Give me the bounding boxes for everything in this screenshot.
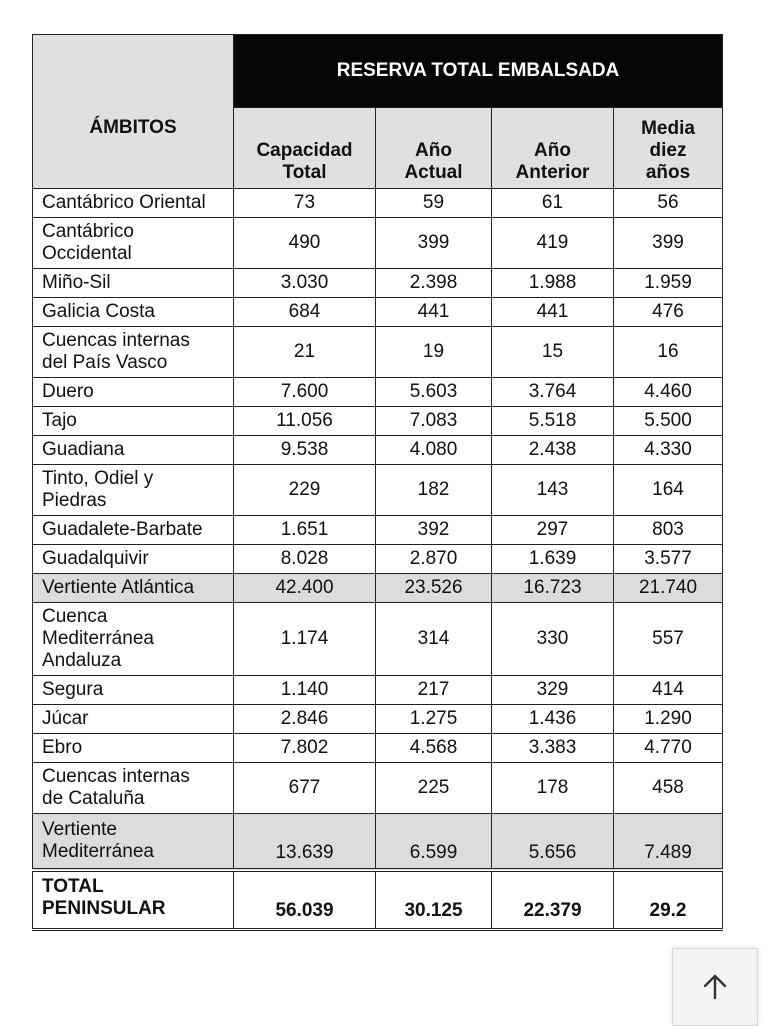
value-cell: 29.2 [614, 870, 723, 930]
text-line: Media [641, 118, 695, 139]
value-cell: 4.460 [614, 378, 723, 407]
text-line: Cuencas internas [42, 766, 190, 787]
value-cell: 143 [492, 465, 614, 516]
text-line: Andaluza [42, 650, 122, 671]
value-cell: 1.290 [614, 705, 723, 734]
ambito-name [33, 298, 234, 327]
value-cell: 7.802 [234, 734, 376, 763]
text-line: Guadiana [42, 439, 125, 460]
value-cell: 476 [614, 298, 723, 327]
value-cell: 217 [376, 676, 492, 705]
text-line: años [645, 162, 691, 183]
text-line: Segura [42, 679, 104, 700]
value-cell: 399 [376, 218, 492, 269]
header-ano-anterior [492, 108, 614, 189]
text-line: Tinto, Odiel y [42, 468, 154, 489]
value-cell: 314 [376, 603, 492, 676]
ambito-name [33, 189, 234, 218]
ambito-name [33, 218, 234, 269]
text-line: Guadalquivir [42, 548, 149, 569]
header-capacidad-total [234, 108, 376, 189]
table-row [33, 465, 723, 516]
value-cell: 2.398 [376, 269, 492, 298]
value-cell: 4.770 [614, 734, 723, 763]
table-row [33, 516, 723, 545]
header-ano-actual [376, 108, 492, 189]
table-row [33, 545, 723, 574]
value-cell: 21 [234, 327, 376, 378]
value-cell: 15 [492, 327, 614, 378]
ambito-name [33, 705, 234, 734]
reservoir-table [32, 34, 723, 931]
value-cell: 8.028 [234, 545, 376, 574]
text-line: Júcar [42, 708, 89, 729]
table-row [33, 218, 723, 269]
value-cell: 21.740 [614, 574, 723, 603]
ambito-name [33, 516, 234, 545]
text-line: Año [534, 140, 571, 161]
table-row [33, 407, 723, 436]
value-cell: 677 [234, 763, 376, 814]
total-row [33, 870, 723, 930]
text-line: TOTAL [42, 876, 104, 897]
value-cell: 5.603 [376, 378, 492, 407]
ambito-name [33, 545, 234, 574]
table-row [33, 436, 723, 465]
text-line: Occidental [42, 243, 132, 264]
text-line: Año [415, 140, 452, 161]
value-cell: 61 [492, 189, 614, 218]
table-row [33, 734, 723, 763]
value-cell: 164 [614, 465, 723, 516]
value-cell: 19 [376, 327, 492, 378]
value-cell: 56 [614, 189, 723, 218]
value-cell: 330 [492, 603, 614, 676]
text-line: Cuenca [42, 606, 108, 627]
value-cell: 229 [234, 465, 376, 516]
value-cell: 458 [614, 763, 723, 814]
scroll-to-top-button[interactable] [672, 948, 758, 1026]
value-cell: 42.400 [234, 574, 376, 603]
table-row [33, 603, 723, 676]
text-line: de Cataluña [42, 788, 145, 809]
text-line: Cantábrico [42, 221, 134, 242]
value-cell: 30.125 [376, 870, 492, 930]
ambito-name [33, 465, 234, 516]
value-cell: 4.080 [376, 436, 492, 465]
header-ambitos: ÁMBITOS [33, 35, 234, 189]
text-line: Piedras [42, 490, 107, 511]
text-line: Vertiente [42, 819, 117, 840]
ambito-name [33, 378, 234, 407]
value-cell: 803 [614, 516, 723, 545]
ambito-name [33, 436, 234, 465]
value-cell: 7.600 [234, 378, 376, 407]
text-line: Anterior [515, 162, 590, 183]
ambito-name [33, 327, 234, 378]
value-cell: 297 [492, 516, 614, 545]
value-cell: 16.723 [492, 574, 614, 603]
value-cell: 4.568 [376, 734, 492, 763]
text-line: Galicia Costa [42, 301, 155, 322]
table-row [33, 269, 723, 298]
text-line: Actual [404, 162, 463, 183]
value-cell: 73 [234, 189, 376, 218]
value-cell: 178 [492, 763, 614, 814]
value-cell: 5.518 [492, 407, 614, 436]
value-cell: 56.039 [234, 870, 376, 930]
value-cell: 441 [492, 298, 614, 327]
table-row [33, 327, 723, 378]
table-row [33, 763, 723, 814]
ambito-name [33, 407, 234, 436]
text-line: Tajo [42, 410, 77, 431]
value-cell: 7.083 [376, 407, 492, 436]
value-cell: 1.140 [234, 676, 376, 705]
value-cell: 1.174 [234, 603, 376, 676]
ambito-name [33, 603, 234, 676]
value-cell: 441 [376, 298, 492, 327]
value-cell: 329 [492, 676, 614, 705]
header-media-diez-anos [614, 108, 723, 189]
value-cell: 392 [376, 516, 492, 545]
value-cell: 23.526 [376, 574, 492, 603]
table-row [33, 189, 723, 218]
value-cell: 3.764 [492, 378, 614, 407]
subtotal-row [33, 814, 723, 871]
value-cell: 2.438 [492, 436, 614, 465]
value-cell: 16 [614, 327, 723, 378]
text-line: Total [282, 162, 327, 183]
text-line: Cantábrico Oriental [42, 192, 206, 213]
ambito-name [33, 763, 234, 814]
text-line: diez [649, 140, 687, 161]
value-cell: 684 [234, 298, 376, 327]
header-reserva-total: RESERVA TOTAL EMBALSADA [234, 35, 723, 108]
value-cell: 22.379 [492, 870, 614, 930]
value-cell: 1.639 [492, 545, 614, 574]
text-line: PENINSULAR [42, 898, 166, 919]
value-cell: 1.275 [376, 705, 492, 734]
table-row [33, 705, 723, 734]
value-cell: 557 [614, 603, 723, 676]
text-line: Mediterránea [42, 628, 154, 649]
text-line: Cuencas internas [42, 330, 190, 351]
ambito-name [33, 734, 234, 763]
text-line: Miño-Sil [42, 272, 111, 293]
ambito-name [33, 269, 234, 298]
value-cell: 7.489 [614, 814, 723, 871]
text-line: Ebro [42, 737, 83, 758]
value-cell: 59 [376, 189, 492, 218]
value-cell: 3.030 [234, 269, 376, 298]
value-cell: 9.538 [234, 436, 376, 465]
value-cell: 1.436 [492, 705, 614, 734]
value-cell: 3.383 [492, 734, 614, 763]
text-line: Duero [42, 381, 94, 402]
value-cell: 1.959 [614, 269, 723, 298]
value-cell: 11.056 [234, 407, 376, 436]
value-cell: 414 [614, 676, 723, 705]
value-cell: 1.988 [492, 269, 614, 298]
text-line: Capacidad [256, 140, 353, 161]
text-line: Guadalete-Barbate [42, 519, 203, 540]
value-cell: 399 [614, 218, 723, 269]
subtotal-row [33, 574, 723, 603]
value-cell: 2.870 [376, 545, 492, 574]
text-line: Vertiente Atlántica [42, 577, 195, 598]
value-cell: 5.500 [614, 407, 723, 436]
ambito-name [33, 870, 234, 930]
value-cell: 4.330 [614, 436, 723, 465]
ambito-name [33, 574, 234, 603]
table-row [33, 298, 723, 327]
table-row [33, 378, 723, 407]
value-cell: 419 [492, 218, 614, 269]
value-cell: 2.846 [234, 705, 376, 734]
value-cell: 182 [376, 465, 492, 516]
ambito-name [33, 676, 234, 705]
value-cell: 13.639 [234, 814, 376, 871]
value-cell: 6.599 [376, 814, 492, 871]
table-row [33, 676, 723, 705]
value-cell: 5.656 [492, 814, 614, 871]
value-cell: 490 [234, 218, 376, 269]
value-cell: 225 [376, 763, 492, 814]
value-cell: 1.651 [234, 516, 376, 545]
ambito-name [33, 814, 234, 871]
text-line: Mediterránea [42, 841, 154, 862]
arrow-up-icon [702, 973, 728, 1001]
value-cell: 3.577 [614, 545, 723, 574]
text-line: del País Vasco [42, 352, 168, 373]
